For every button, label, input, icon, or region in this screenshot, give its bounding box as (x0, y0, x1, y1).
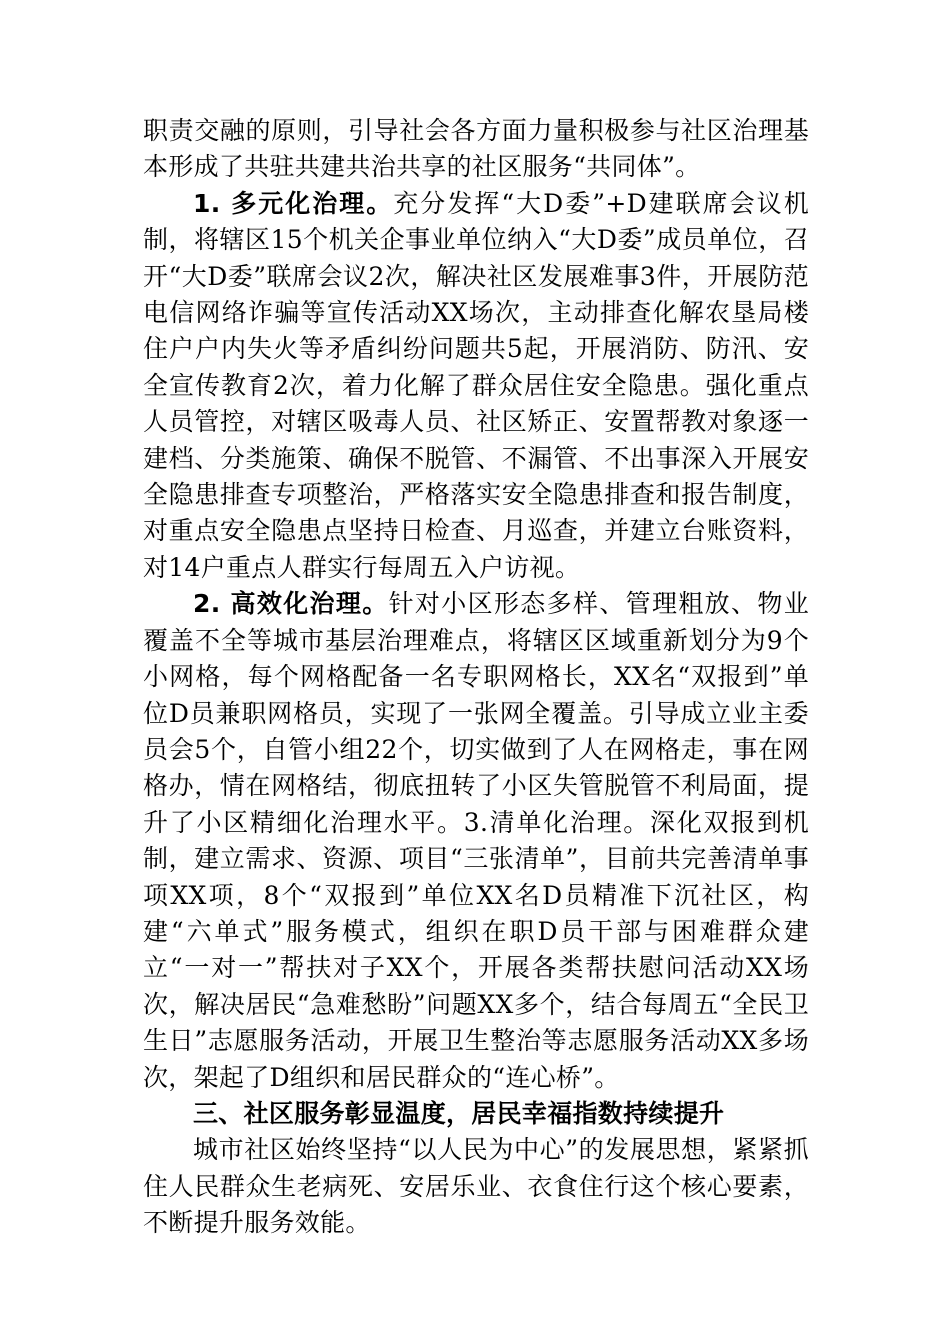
section3-heading: 三、社区服务彰显温度，居民幸福指数持续提升 (193, 1098, 725, 1128)
item1-body: 充分发挥“大D委”+D建联席会议机制，将辖区15个机关企事业单位纳入“大D委”成员单位，召开“大D委”联席会议2次，解决社区发展难事3件，开展防范电信网络诈骗等宣传活动XX场次，主动排查化解农垦局楼住户户内失火等矛盾纠纷问题共5起，开展消防、防汛、安全宣传教育2次，着力化解了群众居住安全隐患。强化重点人员管控，对辖区吸毒人员、社区矫正、安置帮教对象逐一建档、分类施策、确保不脱管、不漏管、不出事深入开展安全隐患排查专项整治，严格落实安全隐患排查和报告制度，对重点安全隐患点坚持日检查、月巡查，并建立台账资料，对14户重点人群实行每周五入户访视。 (143, 188, 809, 582)
intro-paragraph: 职责交融的原则，引导社会各方面力量积极参与社区治理基本形成了共驻共建共治共享的社区服务“共同体”。 (143, 116, 809, 182)
item1-title: 1. 多元化治理。 (193, 188, 394, 218)
item2-title: 2. 高效化治理。 (193, 589, 389, 619)
item2-paragraph (143, 586, 809, 1096)
item1-paragraph (143, 186, 809, 586)
item2-body: 针对小区形态多样、管理粗放、物业覆盖不全等城市基层治理难点，将辖区区域重新划分为9个小网格，每个网格配备一名专职网格长，XX名“双报到”单位D员兼职网格员，实现了一张网全覆盖。引导成立业主委员会5个，自管小组22个，切实做到了人在网格走，事在网格办，情在网格结，彻底扭转了小区失管脱管不利局面，提升了小区精细化治理水平。3.清单化治理。深化双报到机制，建立需求、资源、项目“三张清单”，目前共完善清单事项XX项，8个“双报到”单位XX名D员精准下沉社区，构建“六单式”服务模式，组织在职D员干部与困难群众建立“一对一”帮扶对子XX个，开展各类帮扶慰问活动XX场次，解决居民“急难愁盼”问题XX多个，结合每周五“全民卫生日”志愿服务活动，开展卫生整治等志愿服务活动XX多场次，架起了D组织和居民群众的“连心桥”。 (143, 589, 810, 1092)
section3-paragraph: 城市社区始终坚持“以人民为中心”的发展思想，紧紧抓住人民群众生老病死、安居乐业、衣食住行这个核心要素，不断提升服务效能。 (143, 1135, 809, 1238)
document-page (143, 113, 809, 1242)
